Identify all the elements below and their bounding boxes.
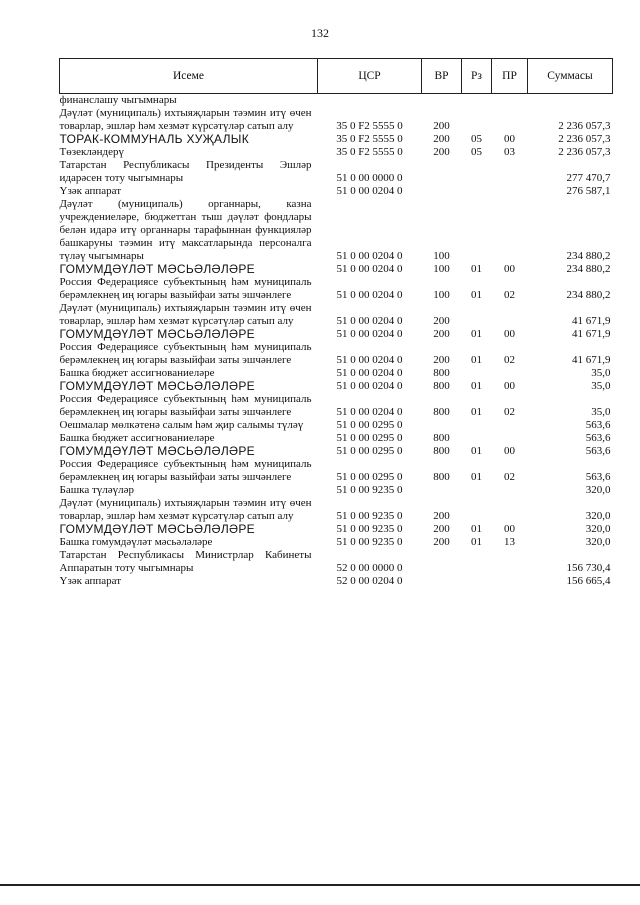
table-row [60, 497, 613, 523]
cell-rz: 05 [471, 146, 482, 158]
cell-pr [492, 367, 528, 380]
cell-name: ГОМУМДӘҮЛӘТ МӘСЬӘЛӘЛӘРЕ [59, 444, 255, 458]
table-row [60, 575, 613, 588]
cell-vr: 200 [433, 536, 450, 548]
cell-name: Башка бюджет ассигнованиеләре [59, 432, 215, 444]
cell-pr [492, 484, 528, 497]
cell-csr: 51 0 00 0295 0 [336, 471, 403, 483]
table-row [60, 94, 613, 108]
cell-sum: 563,6 [585, 419, 611, 431]
cell-sum: 2 236 057,3 [558, 133, 611, 145]
cell-vr: 100 [433, 263, 450, 275]
cell-rz: 01 [471, 471, 482, 483]
cell-name: Үзәк аппарат [59, 575, 122, 587]
header-rz: Рз [462, 59, 492, 94]
cell-rz [462, 185, 492, 198]
cell-pr [492, 159, 528, 185]
cell-rz [462, 94, 492, 108]
cell-name: Россия Федерациясе субъектының һәм муниципаль берәмлекнең иң югары вазыйфаи заты эшчәнлеге [59, 458, 312, 483]
table-row [60, 133, 613, 146]
cell-rz: 01 [471, 536, 482, 548]
cell-csr: 51 0 00 0204 0 [336, 354, 403, 366]
cell-pr: 02 [504, 406, 515, 418]
cell-pr: 00 [504, 133, 515, 145]
table-body [60, 94, 613, 589]
cell-rz: 01 [471, 328, 482, 340]
cell-pr: 02 [504, 354, 515, 366]
cell-vr: 200 [433, 133, 450, 145]
cell-pr: 00 [504, 263, 515, 275]
cell-name: Татарстан Республикасы Министрлар Кабинеты Аппаратын тоту чыгымнары [59, 549, 312, 574]
cell-sum: 563,6 [585, 471, 611, 483]
cell-pr: 02 [504, 471, 515, 483]
cell-name: ГОМУМДӘҮЛӘТ МӘСЬӘЛӘЛӘРЕ [59, 379, 255, 393]
table-row [60, 263, 613, 276]
cell-name: Төзекләндерү [59, 146, 125, 158]
cell-pr: 00 [504, 380, 515, 392]
table-row [60, 549, 613, 575]
cell-sum: 563,6 [585, 445, 611, 457]
cell-vr: 800 [433, 471, 450, 483]
cell-vr: 100 [433, 250, 450, 262]
table-row [60, 146, 613, 159]
cell-vr [422, 419, 462, 432]
cell-vr [422, 484, 462, 497]
cell-pr [492, 302, 528, 328]
cell-rz [462, 575, 492, 588]
bottom-rule [0, 884, 640, 886]
table-row [60, 536, 613, 549]
cell-csr: 51 0 00 0204 0 [336, 406, 403, 418]
table-row [60, 328, 613, 341]
cell-sum [528, 94, 613, 108]
cell-sum: 41 671,9 [572, 354, 611, 366]
table-row [60, 198, 613, 263]
cell-vr: 200 [433, 510, 450, 522]
cell-pr: 00 [504, 445, 515, 457]
cell-csr: 35 0 F2 5555 0 [336, 133, 403, 145]
cell-sum: 2 236 057,3 [558, 120, 611, 132]
cell-vr: 800 [433, 367, 450, 379]
table-row [60, 380, 613, 393]
cell-name: Россия Федерациясе субъектының һәм муниципаль берәмлекнең иң югары вазыйфаи заты эшчәнлеге [59, 393, 312, 418]
cell-rz [462, 497, 492, 523]
cell-vr: 100 [433, 289, 450, 301]
cell-sum: 35,0 [591, 380, 611, 392]
cell-sum: 156 730,4 [566, 562, 611, 574]
cell-csr: 51 0 00 9235 0 [336, 523, 403, 535]
cell-csr: 51 0 00 0204 0 [336, 328, 403, 340]
cell-csr: 51 0 00 9235 0 [336, 484, 403, 496]
cell-csr: 51 0 00 0204 0 [336, 263, 403, 275]
cell-csr: 52 0 00 0204 0 [336, 575, 403, 587]
table-row [60, 458, 613, 484]
cell-sum: 2 236 057,3 [558, 146, 611, 158]
cell-csr: 51 0 00 0295 0 [336, 432, 403, 444]
cell-name: Татарстан Республикасы Президенты Эшләр идарәсен тоту чыгымнары [59, 159, 312, 184]
cell-name: ГОМУМДӘҮЛӘТ МӘСЬӘЛӘЛӘРЕ [59, 522, 255, 536]
cell-sum: 277 470,7 [566, 172, 611, 184]
cell-pr [492, 549, 528, 575]
cell-pr [492, 497, 528, 523]
cell-rz: 01 [471, 354, 482, 366]
cell-sum: 156 665,4 [566, 575, 611, 587]
cell-rz [462, 549, 492, 575]
cell-csr: 51 0 00 0204 0 [336, 250, 403, 262]
cell-sum: 563,6 [585, 432, 611, 444]
cell-pr [492, 107, 528, 133]
cell-rz: 01 [471, 289, 482, 301]
cell-vr [422, 159, 462, 185]
cell-vr [422, 94, 462, 108]
cell-sum: 320,0 [585, 536, 611, 548]
cell-rz [462, 432, 492, 445]
cell-name: ГОМУМДӘҮЛӘТ МӘСЬӘЛӘЛӘРЕ [59, 262, 255, 276]
cell-name: Башка бюджет ассигнованиеләре [59, 367, 215, 379]
cell-rz [462, 367, 492, 380]
cell-pr: 00 [504, 328, 515, 340]
cell-name: Үзәк аппарат [59, 185, 122, 197]
cell-rz [462, 484, 492, 497]
cell-pr [492, 198, 528, 263]
cell-pr [492, 185, 528, 198]
cell-vr: 200 [433, 315, 450, 327]
cell-vr [422, 549, 462, 575]
cell-vr: 200 [433, 354, 450, 366]
cell-vr [422, 575, 462, 588]
cell-vr: 800 [433, 432, 450, 444]
cell-csr: 51 0 00 0204 0 [336, 380, 403, 392]
cell-vr: 800 [433, 380, 450, 392]
cell-name: Россия Федерациясе субъектының һәм муниципаль берәмлекнең иң югары вазыйфаи заты эшчәнлеге [59, 341, 312, 366]
cell-csr [318, 94, 422, 108]
table-row [60, 302, 613, 328]
cell-name: Башка гомумдәүләт мәсьәләләре [59, 536, 213, 548]
cell-name: Оешмалар мөлкәтенә салым һәм җир салымы түләү [59, 419, 304, 431]
table-row [60, 484, 613, 497]
cell-pr: 03 [504, 146, 515, 158]
table-row [60, 107, 613, 133]
cell-name: Дәүләт (муниципаль) ихтыяҗларын тәэмин итү өчен товарлар, эшләр һәм хезмәт күрсәтүләр сатып алу [59, 497, 312, 522]
table-row [60, 341, 613, 367]
cell-rz [462, 419, 492, 432]
cell-vr [422, 185, 462, 198]
cell-pr [492, 419, 528, 432]
cell-pr: 02 [504, 289, 515, 301]
cell-csr: 35 0 F2 5555 0 [336, 146, 403, 158]
cell-csr: 51 0 00 0204 0 [336, 367, 403, 379]
cell-csr: 52 0 00 0000 0 [336, 562, 403, 574]
cell-pr [492, 94, 528, 108]
header-name: Исеме [60, 59, 318, 94]
cell-name: ТОРАК-КОММУНАЛЬ ХУҖАЛЫК [59, 132, 250, 146]
cell-vr: 200 [433, 328, 450, 340]
cell-rz [462, 198, 492, 263]
cell-csr: 51 0 00 0204 0 [336, 315, 403, 327]
cell-sum: 41 671,9 [572, 315, 611, 327]
cell-csr: 51 0 00 0204 0 [336, 289, 403, 301]
table-row [60, 159, 613, 185]
cell-sum: 35,0 [591, 406, 611, 418]
cell-name: ГОМУМДӘҮЛӘТ МӘСЬӘЛӘЛӘРЕ [59, 327, 255, 341]
cell-name: Россия Федерациясе субъектының һәм муниципаль берәмлекнең иң югары вазыйфаи заты эшчәнлеге [59, 276, 312, 301]
table-row [60, 445, 613, 458]
cell-rz: 01 [471, 380, 482, 392]
cell-vr: 200 [433, 146, 450, 158]
page-number: 132 [311, 26, 329, 40]
cell-rz [462, 107, 492, 133]
cell-pr [492, 575, 528, 588]
cell-rz: 01 [471, 263, 482, 275]
cell-vr: 800 [433, 445, 450, 457]
cell-csr: 51 0 00 9235 0 [336, 536, 403, 548]
cell-vr: 200 [433, 523, 450, 535]
cell-sum: 41 671,9 [572, 328, 611, 340]
cell-vr: 800 [433, 406, 450, 418]
table-header [60, 59, 613, 94]
cell-sum: 234 880,2 [566, 250, 611, 262]
cell-sum: 35,0 [591, 367, 611, 379]
cell-vr: 200 [433, 120, 450, 132]
cell-sum: 320,0 [585, 510, 611, 522]
cell-sum: 234 880,2 [566, 263, 611, 275]
cell-sum: 320,0 [585, 484, 611, 496]
cell-csr: 51 0 00 0295 0 [336, 419, 403, 431]
header-sum: Суммасы [528, 59, 613, 94]
header-pr: ПР [492, 59, 528, 94]
cell-pr: 00 [504, 523, 515, 535]
cell-csr: 51 0 00 0000 0 [336, 172, 403, 184]
cell-sum: 234 880,2 [566, 289, 611, 301]
cell-csr: 51 0 00 9235 0 [336, 510, 403, 522]
cell-rz [462, 159, 492, 185]
cell-sum: 320,0 [585, 523, 611, 535]
cell-csr: 51 0 00 0295 0 [336, 445, 403, 457]
cell-name: Башка түләүләр [59, 484, 135, 496]
table-row [60, 393, 613, 419]
cell-rz [462, 302, 492, 328]
cell-sum: 276 587,1 [566, 185, 611, 197]
table-row [60, 419, 613, 432]
cell-name: финанслашу чыгымнары [59, 94, 177, 106]
cell-pr: 13 [504, 536, 515, 548]
cell-csr: 35 0 F2 5555 0 [336, 120, 403, 132]
cell-name: Дәүләт (муниципаль) ихтыяҗларын тәэмин итү өчен товарлар, эшләр һәм хезмәт күрсәтүләр сатып алу [59, 107, 312, 132]
table-row [60, 276, 613, 302]
header-vr: ВР [422, 59, 462, 94]
cell-pr [492, 432, 528, 445]
cell-name: Дәүләт (муниципаль) органнары, казна учреждениеләре, бюджеттан тыш дәүләт фондлары белән идарә итү органнары тарафыннан функцияләр башкаруны тәэмин итү максатларында персоналга түләү чыгымнары [59, 198, 312, 262]
budget-table [59, 58, 613, 588]
table-row [60, 185, 613, 198]
cell-csr: 51 0 00 0204 0 [336, 185, 403, 197]
header-csr: ЦСР [318, 59, 422, 94]
cell-rz: 01 [471, 523, 482, 535]
cell-rz: 05 [471, 133, 482, 145]
cell-rz: 01 [471, 406, 482, 418]
cell-rz: 01 [471, 445, 482, 457]
cell-name: Дәүләт (муниципаль) ихтыяҗларын тәэмин итү өчен товарлар, эшләр һәм хезмәт күрсәтүләр сатып алу [59, 302, 312, 327]
table-row [60, 523, 613, 536]
